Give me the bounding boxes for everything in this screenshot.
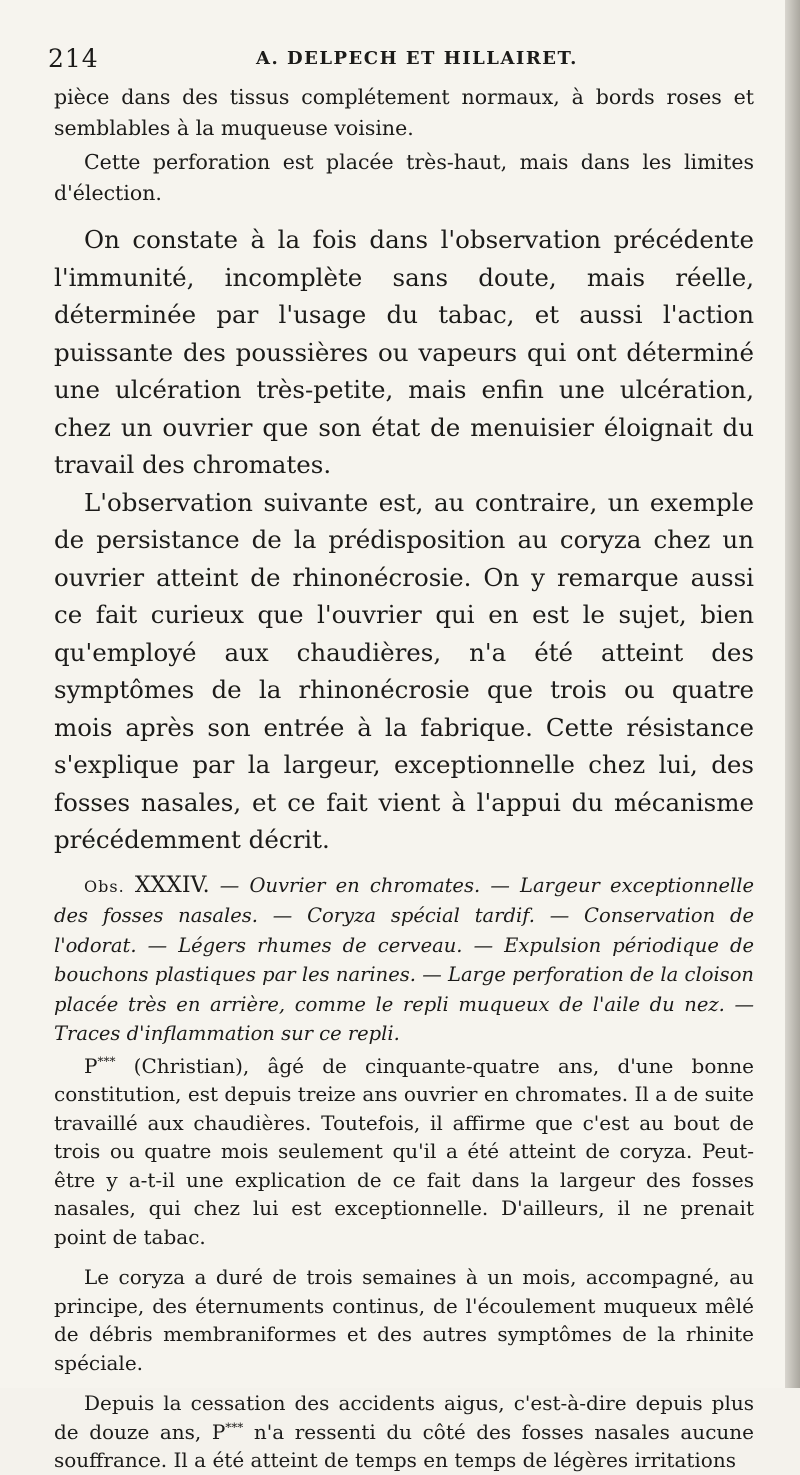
cessation-text-start: Depuis la cessation des accidents aigus, c'est-à-dire depuis plus de douze ans, P [54, 1391, 754, 1444]
case-paragraph-cessation [54, 1389, 754, 1475]
case-paragraph-coryza: Le coryza a duré de trois semaines à un mois, accompagné, au principe, des éternuments continus, de l'écoulement muqueux mêlé de débris membraniformes et des autres symptômes de la rhinite spéciale. [54, 1265, 754, 1375]
observation-heading [54, 871, 754, 1049]
body-text [54, 82, 754, 1475]
paragraph-immunity: On constate à la fois dans l'observation précédente l'immunité, incomplète sans doute, mais réelle, déterminée par l'usage du tabac, et aussi l'action puissante des poussières ou vapeurs qui ont déterminé une ulcération très-petite, mais enfin une ulcération, chez un ouvrier que son état de menuisier éloignait du travail des chromates. [54, 225, 754, 479]
running-head: A. DELPECH ET HILLAIRET. [256, 48, 578, 69]
observation-label: Obs. [84, 876, 125, 896]
page-edge-shadow [785, 0, 800, 1388]
patient-stars-2: *** [225, 1419, 244, 1434]
page-number: 214 [48, 44, 99, 73]
observation-number: XXXIV. [134, 872, 210, 898]
patient-stars: *** [97, 1053, 116, 1068]
cessation-text-rest: n'a ressenti du côté des fosses nasales aucune souffrance. Il a été atteint de temps en temps de légères irritations [54, 1419, 754, 1472]
case-paragraph-history [54, 1052, 754, 1252]
paragraph-continuation: pièce dans des tissus complétement normaux, à bords roses et semblables à la muqueuse voisine. [54, 85, 754, 140]
case-history-text: (Christian), âgé de cinquante-quatre ans, d'une bonne constitution, est depuis treize ans ouvrier en chromates. Il a de suite travaillé aux chaudières. Toutefois, il affirme que c'est au bout de trois ou quatre mois seulement qu'il a été atteint de coryza. Peut-être y a-t-il une explication de ce fait dans la largeur des fosses nasales, qui chez lui est exceptionnelle. D'ailleurs, il ne prenait point de tabac. [54, 1053, 754, 1249]
paragraph-next-observation: L'observation suivante est, au contraire, un exemple de persistance de la prédisposition au coryza chez un ouvrier atteint de rhinonécrosie. On y remarque aussi ce fait curieux que l'ouvrier qui en est le sujet, bien qu'employé aux chaudières, n'a été atteint des symptômes de la rhinonécrosie que trois ou quatre mois après son entrée à la fabrique. Cette résistance s'explique par la largeur, exceptionnelle chez lui, des fosses nasales, et ce fait vient à l'appui du mécanisme précédemment décrit. [54, 487, 754, 854]
page-header [48, 44, 748, 74]
paragraph-perforation: Cette perforation est placée très-haut, mais dans les limites d'élection. [54, 150, 754, 205]
observation-summary: — Ouvrier en chromates. — Largeur exceptionnelle des fosses nasales. — Coryza spécial tardif. — Conservation de l'odorat. — Légers rhumes de cerveau. — Expulsion périodique de bouchons plastiques par les narines. — Large perforation de la cloison placée très en arrière, comme le repli muqueux de l'aile du nez. — Traces d'inflammation sur ce repli. [54, 873, 755, 1045]
patient-initial: P [84, 1053, 98, 1078]
